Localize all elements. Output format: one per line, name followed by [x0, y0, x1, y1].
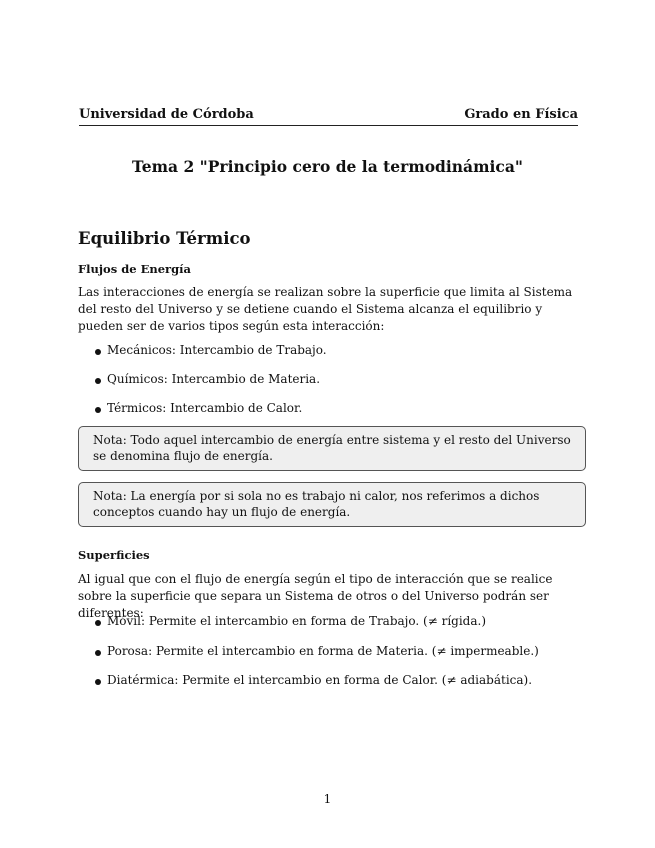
bullet-icon — [95, 349, 101, 355]
paragraph-flujos: Las interacciones de energía se realizan sobre la superficie que limita al Sistema del resto del Universo y se detiene cuando el Sistema alcanza el equilibrio y pueden ser de varios tipos según esta interacción: — [78, 285, 573, 333]
list-item: Químicos: Intercambio de Materia. — [95, 371, 320, 388]
list-item: Porosa: Permite el intercambio en forma de Materia. (≠ impermeable.) — [95, 643, 539, 660]
subsection-heading-superficies: Superficies — [78, 548, 150, 562]
header-university: Universidad de Córdoba — [79, 107, 254, 122]
section-title: Equilibrio Térmico — [78, 229, 251, 248]
bullet-icon — [95, 407, 101, 413]
bullet-icon — [95, 620, 101, 626]
list-item: Diatérmica: Permite el intercambio en forma de Calor. (≠ adiabática). — [95, 672, 532, 689]
paragraph-superficies: Al igual que con el flujo de energía según el tipo de interacción que se realice sobre la superficie que separa un Sistema de otros o del Universo podrán ser diferentes: — [78, 572, 553, 620]
page-header — [79, 107, 578, 126]
subsection-heading-flujos: Flujos de Energía — [78, 262, 191, 276]
bullet-icon — [95, 378, 101, 384]
note-box: Nota: La energía por si sola no es trabajo ni calor, nos referimos a dichos conceptos cuando hay un flujo de energía. — [78, 482, 586, 527]
list-item: Móvil: Permite el intercambio en forma de Trabajo. (≠ rígida.) — [95, 613, 486, 630]
bullet-icon — [95, 679, 101, 685]
bullet-icon — [95, 650, 101, 656]
header-degree: Grado en Física — [464, 107, 578, 122]
note-box: Nota: Todo aquel intercambio de energía entre sistema y el resto del Universo se denomina flujo de energía. — [78, 426, 586, 471]
list-item: Mecánicos: Intercambio de Trabajo. — [95, 342, 327, 359]
list-item: Térmicos: Intercambio de Calor. — [95, 400, 302, 417]
page-number: 1 — [323, 792, 332, 806]
document-title: Tema 2 "Principio cero de la termodinámica" — [132, 157, 523, 176]
